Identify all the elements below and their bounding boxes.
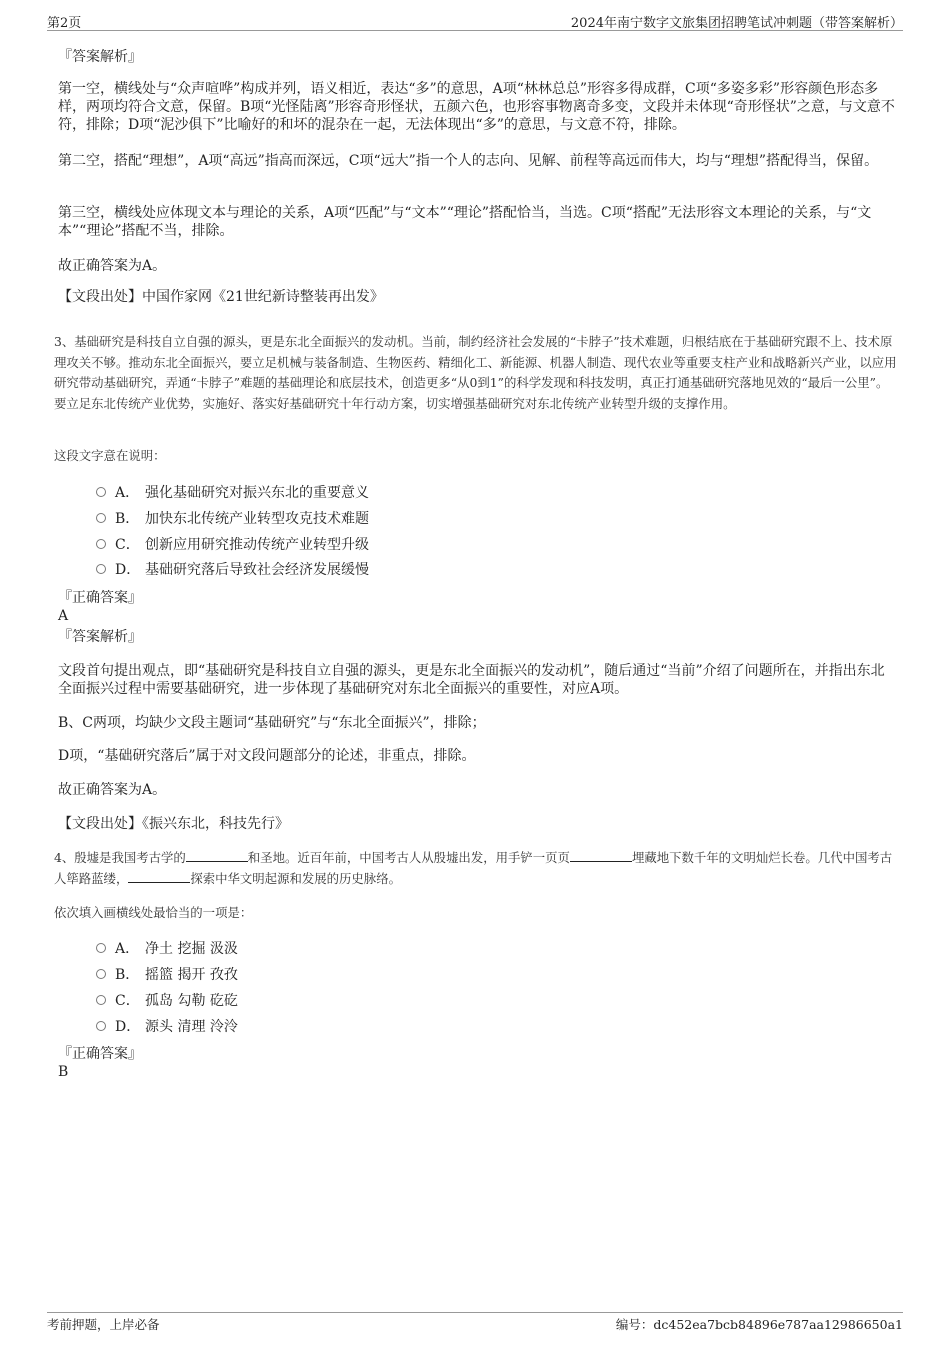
answer-conclusion: 故正确答案为A。 xyxy=(58,258,167,274)
footer-slogan: 考前押题，上岸必备 xyxy=(47,1317,160,1332)
question-4-text: 4、殷墟是我国考古学的 和圣地。近百年前，中国考古人从殷墟出发，用手铲一页页 埋藏地下数千年的文明灿烂长卷。几代中国考古人筚路蓝缕， 探索中华文明起源和发展的历史脉络。 xyxy=(54,850,893,886)
correct-answer: B xyxy=(58,1064,69,1080)
analysis-paragraph: D项，“基础研究落后”属于对文段问题部分的论述，非重点，排除。 xyxy=(58,748,476,764)
analysis-paragraph: 第三空，横线处应体现文本与理论的关系，A项“匹配”与“文本”“理论”搭配恰当，当选。C项“搭配”无法形容文本理论的关系，与“文本”“理论”搭配不当，排除。 xyxy=(58,205,872,239)
fill-blank xyxy=(128,871,190,883)
radio-icon[interactable] xyxy=(96,564,106,574)
option-d[interactable]: D． 基础研究落后导致社会经济发展缓慢 xyxy=(96,561,369,579)
question-4-prompt: 依次填入画横线处最恰当的一项是： xyxy=(54,905,253,920)
analysis-label: 『答案解析』 xyxy=(58,629,142,645)
option-c[interactable]: C． 孤岛 勾勒 矻矻 xyxy=(96,992,238,1010)
analysis-label: 『答案解析』 xyxy=(58,49,142,65)
radio-icon[interactable] xyxy=(96,1021,106,1031)
fill-blank xyxy=(570,850,632,862)
radio-icon[interactable] xyxy=(96,539,106,549)
document-id: 编号：dc452ea7bcb84896e787aa12986650a1 xyxy=(615,1317,903,1332)
fill-blank xyxy=(186,850,248,862)
document-title: 2024年南宁数字文旅集团招聘笔试冲刺题（带答案解析） xyxy=(570,16,903,31)
analysis-paragraph: 文段首句提出观点，即“基础研究是科技自立自强的源头，更是东北全面振兴的发动机”，随后通过“当前”介绍了问题所在，并指出东北全面振兴过程中需要基础研究，进一步体现了基础研究对东北全面振兴的重要性，对应A项。 xyxy=(58,663,885,697)
analysis-paragraph: B、C两项，均缺少文段主题词“基础研究”与“东北全面振兴”，排除； xyxy=(58,715,486,731)
option-a[interactable]: A． 强化基础研究对振兴东北的重要意义 xyxy=(96,484,369,502)
correct-answer-label: 『正确答案』 xyxy=(58,590,142,606)
radio-icon[interactable] xyxy=(96,943,106,953)
option-d[interactable]: D． 源头 清理 泠泠 xyxy=(96,1018,238,1036)
radio-icon[interactable] xyxy=(96,513,106,523)
passage-source: 【文段出处】中国作家网《21世纪新诗整装再出发》 xyxy=(58,289,384,305)
question-3-text: 3、基础研究是科技自立自强的源头，更是东北全面振兴的发动机。当前，制约经济社会发展的“卡脖子”技术难题，归根结底在于基础研究跟不上、技术原理攻关不够。推动东北全面振兴，要立足机械与装备制造、生物医药、精细化工、新能源、机器人制造、现代农业等重要支柱产业和战略新兴产业，以应用研究带动基础研究，弄通“卡脖子”难题的基础理论和底层技术，创造更多“从0到1”的科学发现和科技发明，真正打通基础研究落地见效的“最后一公里”。要立足东北传统产业优势，实施好、落实好基础研究十年行动方案，切实增强基础研究对东北传统产业转型升级的支撑作用。 xyxy=(54,334,897,411)
option-b[interactable]: B． 加快东北传统产业转型攻克技术难题 xyxy=(96,510,369,528)
analysis-paragraph: 第二空，搭配“理想”，A项“高远”指高而深远，C项“远大”指一个人的志向、见解、前程等高远而伟大，均与“理想”搭配得当，保留。 xyxy=(58,153,879,169)
radio-icon[interactable] xyxy=(96,487,106,497)
answer-conclusion: 故正确答案为A。 xyxy=(58,782,167,798)
page-header xyxy=(47,10,903,31)
option-a[interactable]: A． 净土 挖掘 汲汲 xyxy=(96,940,238,958)
question-3-prompt: 这段文字意在说明： xyxy=(54,448,166,463)
correct-answer-label: 『正确答案』 xyxy=(58,1046,142,1062)
option-b[interactable]: B． 摇篮 揭开 孜孜 xyxy=(96,966,238,984)
radio-icon[interactable] xyxy=(96,969,106,979)
analysis-paragraph: 第一空，横线处与“众声喧哗”构成并列，语义相近，表达“多”的意思，A项“林林总总”形容多得成群，C项“多姿多彩”形容颜色形态多样，两项均符合文意，保留。B项“光怪陆离”形容奇形怪状，五颜六色，也形容事物离奇多变，文段并未体现“奇形怪状”之意，与文意不符，排除；D项“泥沙俱下”比喻好的和坏的混杂在一起，无法体现出“多”的意思，与文意不符，排除。 xyxy=(58,81,895,133)
correct-answer: A xyxy=(58,608,69,624)
passage-source: 【文段出处】《振兴东北，科技先行》 xyxy=(58,816,289,832)
page-number: 第2页 xyxy=(47,16,82,31)
option-c[interactable]: C． 创新应用研究推动传统产业转型升级 xyxy=(96,536,369,554)
page-footer xyxy=(47,1312,903,1332)
radio-icon[interactable] xyxy=(96,995,106,1005)
